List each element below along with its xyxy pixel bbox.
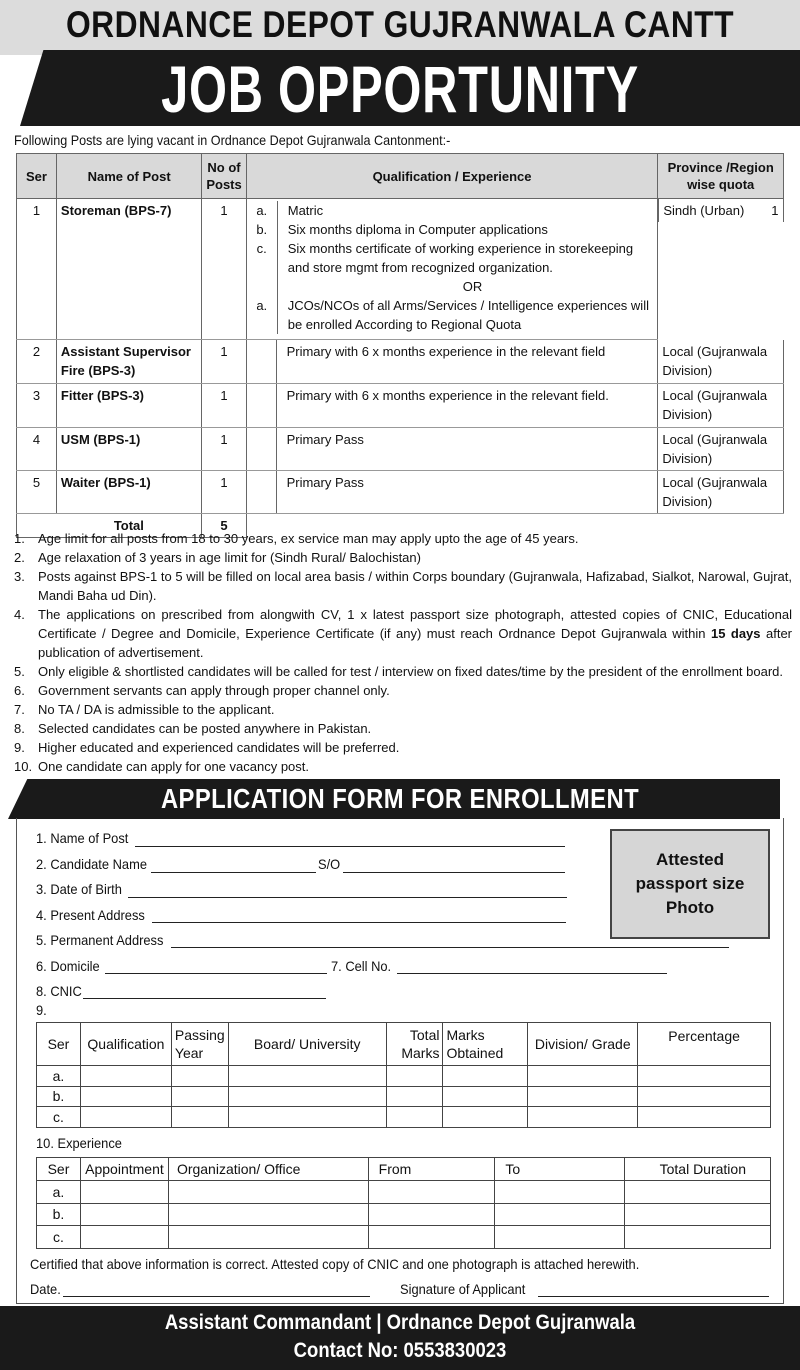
- exp-header: To: [495, 1158, 625, 1181]
- row-letter-cell: [246, 471, 276, 514]
- label-name-of-post: 1. Name of Post: [36, 830, 129, 846]
- exp-header: Appointment: [80, 1158, 168, 1181]
- cell[interactable]: [80, 1107, 171, 1128]
- row-ser: b.: [37, 1203, 81, 1226]
- cell-field[interactable]: [397, 973, 667, 974]
- header-quota: Province /Region wise quota: [658, 154, 784, 199]
- name-of-post-field[interactable]: [135, 846, 565, 847]
- cell[interactable]: [443, 1066, 528, 1087]
- label-candidate-name: 2. Candidate Name: [36, 856, 147, 872]
- qual-or: OR: [277, 277, 658, 296]
- table-row: [37, 1086, 771, 1107]
- cell[interactable]: [386, 1066, 443, 1087]
- cell[interactable]: [80, 1181, 168, 1204]
- experience-table: [36, 1157, 771, 1249]
- row-quota: Local (Gujranwala Division): [658, 340, 784, 384]
- cell[interactable]: [528, 1086, 638, 1107]
- label-experience: 10. Experience: [36, 1135, 122, 1151]
- row-posts: 1: [202, 428, 246, 471]
- note-text: Higher educated and experienced candidates will be preferred.: [38, 740, 400, 755]
- qual-text: Six months certificate of working experience in storekeeping and store mgmt from recognized organization.: [277, 239, 658, 277]
- present-address-field[interactable]: [152, 922, 566, 923]
- candidate-name-field[interactable]: [151, 872, 316, 873]
- row-letter-cell: [246, 340, 276, 384]
- cell[interactable]: [80, 1203, 168, 1226]
- table-row: [37, 1181, 771, 1204]
- cell[interactable]: [168, 1181, 368, 1204]
- row-ser: 1: [17, 199, 57, 340]
- row-post-name: Storeman (BPS-7): [56, 199, 201, 340]
- label-dob: 3. Date of Birth: [36, 881, 122, 897]
- row-post-name: Assistant Supervisor Fire (BPS-3): [56, 340, 201, 384]
- cell[interactable]: [625, 1203, 771, 1226]
- list-item: [14, 738, 792, 757]
- note-number: 5.: [14, 664, 25, 679]
- qual-letter: a.: [256, 298, 268, 313]
- table-row: [17, 428, 784, 471]
- table-row: [17, 199, 784, 340]
- note-bold-days: 15 days: [710, 626, 761, 641]
- quota-count: 1: [771, 203, 779, 218]
- row-qualification-list: [246, 199, 658, 340]
- page-title: ORDNANCE DEPOT GUJRANWALA CANTT: [65, 4, 734, 45]
- note-number: 3.: [14, 569, 25, 584]
- cell[interactable]: [638, 1086, 771, 1107]
- list-item: [14, 529, 792, 548]
- cell[interactable]: [528, 1107, 638, 1128]
- qual-header: Total Marks: [386, 1023, 443, 1066]
- row-posts: 1: [202, 384, 246, 428]
- dob-field[interactable]: [128, 897, 567, 898]
- cell[interactable]: [168, 1203, 368, 1226]
- exp-header: Organization/ Office: [168, 1158, 368, 1181]
- exp-header: From: [368, 1158, 495, 1181]
- list-item: [14, 567, 792, 605]
- cell[interactable]: [228, 1086, 386, 1107]
- label-signature: Signature of Applicant: [400, 1281, 526, 1297]
- note-text: Government servants can apply through proper channel only.: [38, 683, 390, 698]
- cell[interactable]: [638, 1066, 771, 1087]
- qual-letter: c.: [256, 241, 267, 256]
- cell[interactable]: [171, 1066, 228, 1087]
- row-post-name: USM (BPS-1): [56, 428, 201, 471]
- row-ser: 4: [17, 428, 57, 471]
- note-text: No TA / DA is admissible to the applicant.: [38, 702, 275, 717]
- footer-contact: Contact No: 0553830023: [293, 1339, 507, 1362]
- date-field[interactable]: [63, 1296, 370, 1297]
- note-number: 2.: [14, 550, 25, 565]
- label-cnic: 8. CNIC: [36, 983, 82, 999]
- cell[interactable]: [528, 1066, 638, 1087]
- label-domicile: 6. Domicile: [36, 958, 100, 974]
- row-ser: c.: [37, 1107, 81, 1128]
- note-number: 7.: [14, 702, 25, 717]
- qual-header: Division/ Grade: [528, 1023, 638, 1066]
- qual-header: Ser: [37, 1023, 81, 1066]
- qual-header: Passing Year: [171, 1023, 228, 1066]
- note-text: Age limit for all posts from 18 to 30 years, ex service man may apply upto the age of 45 years.: [38, 531, 579, 546]
- cell[interactable]: [638, 1107, 771, 1128]
- row-posts: 1: [202, 199, 246, 340]
- label-item-9: 9.: [36, 1002, 47, 1018]
- signature-field[interactable]: [538, 1296, 769, 1297]
- exp-header: Total Duration: [625, 1158, 771, 1181]
- qual-text: JCOs/NCOs of all Arms/Services / Intelligence experiences will be enrolled According to Regional Quota: [277, 296, 658, 334]
- cell[interactable]: [80, 1066, 171, 1087]
- cell[interactable]: [228, 1107, 386, 1128]
- list-item: [14, 719, 792, 738]
- table-row: [17, 384, 784, 428]
- so-field[interactable]: [343, 872, 565, 873]
- cell[interactable]: [443, 1107, 528, 1128]
- row-quota: Local (Gujranwala Division): [658, 471, 784, 514]
- table-row: [17, 340, 784, 384]
- header-name-of-post: Name of Post: [56, 154, 201, 199]
- note-text: [38, 605, 792, 662]
- note-text: Age relaxation of 3 years in age limit for (Sindh Rural/ Balochistan): [38, 550, 421, 565]
- note-text: Selected candidates can be posted anywhere in Pakistan.: [38, 721, 372, 736]
- note-text-part: The applications on prescribed from alongwith CV, 1 x latest passport size photograph, attested copies of CNIC, Educational Certificate / Degree and Domicile, Experience Certificate (if any) must reach Ordnance Depot Gujranwala within: [38, 607, 792, 641]
- cell[interactable]: [80, 1226, 168, 1249]
- note-text: Only eligible & shortlisted candidates will be called for test / interview on fixed dates/time by the president of the enrollment board.: [38, 664, 784, 679]
- note-number: 10.: [14, 759, 33, 774]
- cell[interactable]: [625, 1226, 771, 1249]
- job-opportunity-heading: JOB OPPORTUNITY: [161, 52, 639, 126]
- row-letter-cell: [246, 428, 276, 471]
- row-ser: c.: [37, 1226, 81, 1249]
- label-so: S/O: [318, 856, 341, 872]
- form-title: APPLICATION FORM FOR ENROLLMENT: [160, 783, 640, 814]
- footer-address: Assistant Commandant | Ordnance Depot Gujranwala: [164, 1311, 636, 1334]
- cell[interactable]: [386, 1107, 443, 1128]
- quota-region: Sindh (Urban): [663, 203, 745, 218]
- row-ser: a.: [37, 1066, 81, 1087]
- list-item: [14, 681, 792, 700]
- posts-table: [16, 153, 784, 538]
- cell[interactable]: [495, 1181, 625, 1204]
- cell[interactable]: [368, 1203, 495, 1226]
- note-text: Posts against BPS-1 to 5 will be filled on local area basis / within Corps boundary (Gujranwala, Hafizabad, Sialkot, Narowal, Gujrat, Mandi Baha ud Din).: [38, 569, 792, 603]
- note-number: 6.: [14, 683, 25, 698]
- label-present-address: 4. Present Address: [36, 907, 145, 923]
- row-posts: 1: [202, 471, 246, 514]
- cell[interactable]: [171, 1086, 228, 1107]
- row-qualification: Primary Pass: [276, 471, 658, 514]
- row-letter-cell: [246, 384, 276, 428]
- notes-list: [14, 529, 792, 776]
- cell[interactable]: [368, 1226, 495, 1249]
- header-qualification: Qualification / Experience: [246, 154, 658, 199]
- row-ser: 3: [17, 384, 57, 428]
- row-qualification: Primary with 6 x months experience in the relevant field: [276, 340, 658, 384]
- domicile-field[interactable]: [105, 973, 327, 974]
- table-row: [37, 1203, 771, 1226]
- cell[interactable]: [168, 1226, 368, 1249]
- row-quota: Local (Gujranwala Division): [658, 428, 784, 471]
- exp-header: Ser: [37, 1158, 81, 1181]
- certification-text: Certified that above information is correct. Attested copy of CNIC and one photograph is attached herewith.: [30, 1256, 640, 1272]
- label-permanent-address: 5. Permanent Address: [36, 932, 164, 948]
- note-number: 9.: [14, 740, 25, 755]
- row-post-name: Fitter (BPS-3): [56, 384, 201, 428]
- cell[interactable]: [368, 1181, 495, 1204]
- row-posts: 1: [202, 340, 246, 384]
- qual-letter: [247, 277, 277, 296]
- row-post-name: Waiter (BPS-1): [56, 471, 201, 514]
- cell[interactable]: [228, 1066, 386, 1087]
- qual-letter: a.: [256, 203, 268, 218]
- row-qualification: Primary Pass: [276, 428, 658, 471]
- label-cell: 7. Cell No.: [331, 958, 392, 974]
- cell[interactable]: [495, 1226, 625, 1249]
- row-quota: Local (Gujranwala Division): [658, 384, 784, 428]
- photo-placeholder: [610, 829, 770, 939]
- table-row: [37, 1226, 771, 1249]
- cell[interactable]: [171, 1107, 228, 1128]
- note-number: 8.: [14, 721, 25, 736]
- header-ser: Ser: [17, 154, 57, 199]
- list-item: [14, 757, 792, 776]
- qual-text: Six months diploma in Computer applications: [277, 220, 658, 239]
- qual-header: Percentage: [638, 1023, 771, 1066]
- row-ser: 2: [17, 340, 57, 384]
- list-item: [14, 605, 792, 662]
- total-value: 5: [202, 514, 246, 538]
- intro-text: Following Posts are lying vacant in Ordnance Depot Gujranwala Cantonment:-: [14, 132, 451, 148]
- total-label: Total: [56, 514, 201, 538]
- qual-header: Qualification: [80, 1023, 171, 1066]
- note-number: 1.: [14, 531, 25, 546]
- header-no-of-posts: No of Posts: [202, 154, 246, 199]
- qual-header: Board/ University: [228, 1023, 386, 1066]
- row-ser: b.: [37, 1086, 81, 1107]
- note-number: 4.: [14, 607, 25, 622]
- row-ser: a.: [37, 1181, 81, 1204]
- qual-text: Matric: [277, 201, 658, 220]
- list-item: [14, 700, 792, 719]
- cell[interactable]: [495, 1203, 625, 1226]
- row-quota: [658, 199, 783, 222]
- row-qualification: Primary with 6 x months experience in the relevant field.: [276, 384, 658, 428]
- cell[interactable]: [80, 1086, 171, 1107]
- cell[interactable]: [386, 1086, 443, 1107]
- table-row: [37, 1066, 771, 1087]
- label-date: Date.: [30, 1281, 61, 1297]
- qualification-table: [36, 1022, 771, 1128]
- cell[interactable]: [625, 1181, 771, 1204]
- row-ser: 5: [17, 471, 57, 514]
- qual-header: Marks Obtained: [443, 1023, 528, 1066]
- note-text: One candidate can apply for one vacancy post.: [38, 759, 310, 774]
- table-row: [17, 471, 784, 514]
- table-row: [37, 1107, 771, 1128]
- list-item: [14, 548, 792, 567]
- cnic-field[interactable]: [83, 998, 326, 999]
- photo-label: Attested passport size Photo: [635, 850, 745, 917]
- cell[interactable]: [443, 1086, 528, 1107]
- list-item: [14, 662, 792, 681]
- permanent-address-field[interactable]: [171, 947, 729, 948]
- qual-letter: b.: [256, 222, 268, 237]
- note-text-part: after publication of advertisement.: [38, 626, 793, 660]
